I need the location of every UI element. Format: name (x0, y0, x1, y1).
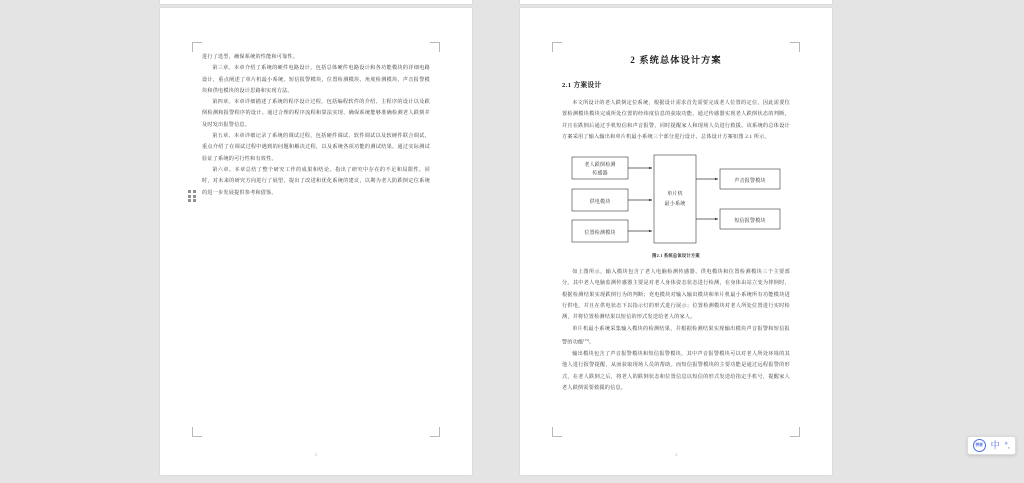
margin-drag-handle[interactable] (188, 190, 196, 202)
diagram-box-sms-alarm-label: 短信报警模块 (734, 218, 766, 225)
chapter-title: 2 系统总体设计方案 (630, 55, 722, 65)
diagram-box-mcu-core-label-1: 单片机 (667, 191, 683, 198)
paragraph: 进行了选型，确保系统的性能和可靠性。 (202, 54, 299, 60)
ime-punctuation-mode-icon[interactable]: °, (1004, 440, 1010, 450)
crop-mark-bottom-right (790, 427, 800, 437)
paragraph-text: 单片机最小系统采集输入模块的检测结果，并根据检测结果实现输出模块声音报警和短信报警的功能 (562, 325, 790, 346)
previous-page-left-sliver (160, 0, 472, 4)
paragraph: 输出模块包含了声音报警模块和短信报警模块，其中声音报警模块可以对老人所处环境的其他人进行报警提醒，从而获取现场人员的帮助。而短信报警模块的主要功能是通过远程报警的形式，在老人跌倒之后，将老人的跌倒状态和位置信息以短信的形式发送给指定手机号，提醒家人老人跌倒需要救援的信息。 (562, 350, 790, 391)
ime-logo-icon[interactable]: 拼音 (973, 439, 986, 452)
paragraph: 第三章。本章介绍了系统的硬件电路设计，包括总体硬件电路设计和各功能模块的详细电路设计，重点阐述了单片机最小系统、短信报警模块、位置检测模块、角度检测模块、声音报警模块和供电模块的设计思路和实现方法。 (202, 65, 430, 94)
document-page-right[interactable] (520, 8, 832, 475)
system-block-diagram (562, 151, 790, 249)
crop-mark-bottom-right (430, 427, 440, 437)
figure-caption: 图2.1 系统总体设计方案 (652, 253, 700, 259)
left-page-text-body[interactable] (202, 52, 430, 199)
paragraph-with-citation: 单片机最小系统采集输入模块的检测结果，并根据检测结果实现输出模块声音报警和短信报警的功能[15]。 (562, 325, 790, 346)
crop-mark-top-right (790, 42, 800, 52)
handle-dot (193, 199, 196, 202)
handle-dot (193, 195, 196, 198)
handle-dot (188, 190, 191, 193)
section-heading: 2.1 方案设计 (562, 82, 602, 89)
diagram-box-mcu-core (654, 155, 696, 243)
handle-dot (188, 195, 191, 198)
paragraph: 第四章。本章详细描述了系统的程序设计过程，包括编程软件的介绍、主程序的设计以及跌倒检测和报警程序的设计。通过合理的程序流程和算法实现，确保系统能够准确检测老人跌倒并及时发出报警信息。 (202, 99, 430, 128)
crop-mark-top-left (552, 42, 562, 52)
paragraph: 第五章。本章详细记录了系统的调试过程，包括硬件调试、软件调试以及软硬件联合调试，重点介绍了在调试过程中遇到的问题和解决过程，以及系统各项功能的测试结果。通过实际测试验证了系统的可行性和有效性。 (202, 133, 430, 162)
crop-mark-bottom-left (552, 427, 562, 437)
page-number-right: 4 (674, 452, 678, 457)
handle-dot (188, 199, 191, 202)
diagram-box-mcu-core-label-2: 最小系统 (664, 201, 686, 208)
document-page-left[interactable] (160, 8, 472, 475)
paragraph: 第六章。本章总结了整个研究工作的成果和结论。指出了研究中存在的不足和局限性。同时，对未来的研究方向进行了展望，提出了改进和优化系统的建议，以期为老人防跌倒定位系统的进一步发展提供参考和借鉴。 (202, 166, 430, 196)
crop-mark-bottom-left (192, 427, 202, 437)
ime-language-mode-button[interactable]: 中 (990, 440, 1000, 450)
page-number-left: 3 (314, 452, 318, 457)
diagram-box-fall-sensor-label-1: 老人跌倒检测 (584, 162, 616, 169)
diagram-box-audio-alarm-label: 声音报警模块 (734, 178, 766, 185)
diagram-box-fall-sensor-label-2: 传感器 (592, 170, 608, 177)
diagram-box-power-module-label: 供电模块 (589, 199, 611, 206)
paragraph: 本文所设计的老人跌倒定位系统，根据设计需求首先需要完成老人位置的定位，因此需要位置检测模块模块完成所处位置的经纬度信息的获取功能，通过传感器实现老人跌倒状态的判断，并且在跌倒后通过手机短信和声音报警，同时提醒家人和现场人员进行救援。该系统的总体设计方案采用了输入输出和单片机最小系统三个部分进行设计，总体设计方案如图 2.1 所示。 (562, 100, 790, 140)
paragraph: 如上图所示，输入模块包含了老人电脑检测传感器、供电模块和位置检测模块三个主要部分。其中老人电脑监测传感器主要是对老人身体姿态状态进行检测，在身体由站立变为摔倒时，根据检测结果实现跌倒行为的判断；充电模块对输入输出模块和单片机最小系统所有功能模块进行供电，并且在供电状态下以指示灯的形式进行展示；位置检测模块对老人所处位置进行实时检测，并将位置检测结果以短信的形式发送给老人的家人。 (562, 269, 790, 321)
diagram-box-position-module-label: 位置检测模块 (584, 230, 616, 237)
right-page-text-body[interactable] (562, 52, 790, 394)
crop-mark-top-left (192, 42, 202, 52)
ime-status-bar[interactable] (967, 436, 1016, 455)
previous-page-right-sliver (520, 0, 832, 4)
handle-dot (193, 190, 196, 193)
crop-mark-top-right (430, 42, 440, 52)
citation-marker: [15] (583, 337, 590, 342)
